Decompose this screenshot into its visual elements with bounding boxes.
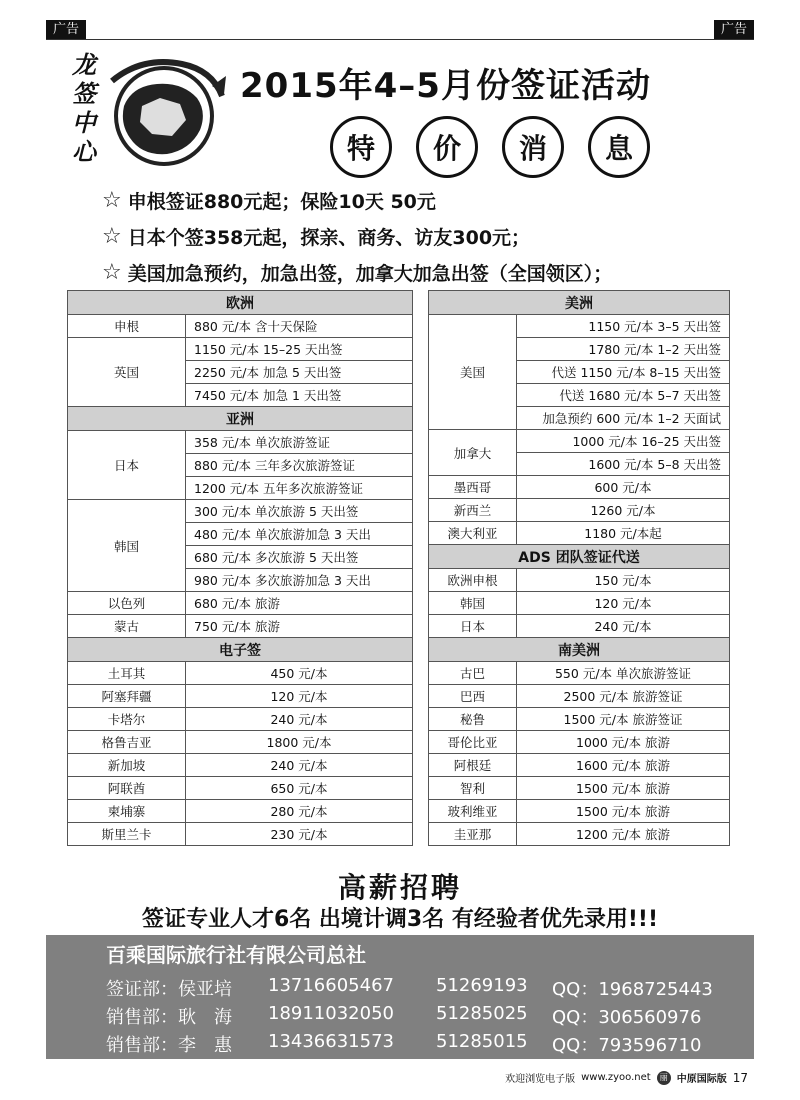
table-row: 智利 1500 元/本 旅游 (429, 777, 730, 800)
table-row: 卡塔尔 240 元/本 (68, 708, 413, 731)
table-row: 圭亚那 1200 元/本 旅游 (429, 823, 730, 846)
table-row: 新加坡 240 元/本 (68, 754, 413, 777)
table-row: 英国 1150 元/本 15–25 天出签 (68, 338, 413, 361)
price-table-right (428, 290, 730, 846)
table-row: 土耳其 450 元/本 (68, 662, 413, 685)
table-row: 韩国 300 元/本 单次旅游 5 天出签 (68, 500, 413, 523)
table-row: 巴西 2500 元/本 旅游签证 (429, 685, 730, 708)
table-row: 1780 元/本 1–2 天出签 (429, 338, 730, 361)
footer-brand: 中原国际版 (676, 1074, 727, 1085)
recruit-line: 签证专业人才6名 出境计调3名 有经验者优先录用!!! (141, 907, 659, 932)
table-row: 玻利维亚 1500 元/本 旅游 (429, 800, 730, 823)
table-row: 格鲁吉亚 1800 元/本 (68, 731, 413, 754)
section-header-americas: 美洲 (429, 291, 730, 315)
table-row: 美国 1150 元/本 3–5 天出签 (429, 315, 730, 338)
recruit-title: 高薪招聘 (337, 871, 462, 904)
ad-label-left: 广告 (46, 20, 86, 40)
table-row: 日本 240 元/本 (429, 615, 730, 638)
table-row: 韩国 120 元/本 (429, 592, 730, 615)
table-row: 日本 358 元/本 单次旅游签证 (68, 431, 413, 454)
table-row: 阿塞拜疆 120 元/本 (68, 685, 413, 708)
table-row: 以色列 680 元/本 旅游 (68, 592, 413, 615)
table-row: 1200 元/本 五年多次旅游签证 (68, 477, 413, 500)
section-header-asia: 亚洲 (68, 407, 413, 431)
agency-logo (72, 46, 232, 176)
table-row: 代送 1150 元/本 8–15 天出签 (429, 361, 730, 384)
table-row: 斯里兰卡 230 元/本 (68, 823, 413, 846)
logo-char: 心 (72, 137, 96, 166)
star-icon: ☆ (102, 259, 122, 285)
badge: 特 (330, 116, 392, 178)
promo-item: ☆ 申根签证880元起；保险10天 50元 (102, 187, 436, 213)
table-row: 秘鲁 1500 元/本 旅游签证 (429, 708, 730, 731)
badge: 息 (588, 116, 650, 178)
table-row: 1600 元/本 5–8 天出签 (429, 453, 730, 476)
table-row: 柬埔寨 280 元/本 (68, 800, 413, 823)
table-row: 哥伦比亚 1000 元/本 旅游 (429, 731, 730, 754)
promo-item: ☆ 日本个签358元起，探亲、商务、访友300元； (102, 223, 531, 249)
special-offer-badges (330, 116, 650, 178)
price-table-left (67, 290, 413, 846)
section-header-evisa: 电子签 (68, 638, 413, 662)
badge: 消 (502, 116, 564, 178)
table-row: 申根 880 元/本 含十天保险 (68, 315, 413, 338)
table-row: 加拿大 1000 元/本 16–25 天出签 (429, 430, 730, 453)
logo-char: 中 (72, 108, 96, 137)
table-row: 代送 1680 元/本 5–7 天出签 (429, 384, 730, 407)
table-row: 880 元/本 三年多次旅游签证 (68, 454, 413, 477)
promo-list (102, 182, 612, 290)
table-row: 古巴 550 元/本 单次旅游签证 (429, 662, 730, 685)
logo-char: 龙 (72, 50, 96, 79)
section-header-ads: ADS 团队签证代送 (429, 545, 730, 569)
footer-text: 欢迎浏览电子版 (505, 1074, 576, 1085)
footer-url[interactable]: www.zyoo.net (581, 1072, 651, 1083)
section-header-europe: 欧洲 (68, 291, 413, 315)
star-icon: ☆ (102, 187, 122, 213)
promo-item: ☆ 美国加急预约，加急出签，加拿大加急出签（全国领区）； (102, 259, 613, 285)
page-footer (505, 1070, 748, 1085)
star-icon: ☆ (102, 223, 122, 249)
table-row: 阿联酋 650 元/本 (68, 777, 413, 800)
badge: 价 (416, 116, 478, 178)
ad-label-right: 广告 (714, 20, 754, 40)
table-row: 480 元/本 单次旅游加急 3 天出 (68, 523, 413, 546)
table-row: 980 元/本 多次旅游加急 3 天出 (68, 569, 413, 592)
contact-panel: 百乘国际旅行社有限公司总社 签证部：侯亚培 13716605467 51269193 QQ：1968725443 销售部：耿 海 18911032050 51285025 QQ：306560976 销售部：李 惠 13436631573 51285015 QQ：793596710 (46, 935, 754, 1059)
table-row: 新西兰 1260 元/本 (429, 499, 730, 522)
page-title: 2015年4–5月份签证活动 (240, 66, 651, 106)
table-row: 蒙古 750 元/本 旅游 (68, 615, 413, 638)
logo-char: 签 (72, 79, 96, 108)
brand-logo-icon: 丽 (657, 1071, 671, 1085)
table-row: 欧洲申根 150 元/本 (429, 569, 730, 592)
page-number: 17 (732, 1070, 748, 1085)
top-divider (46, 39, 754, 40)
company-name: 百乘国际旅行社有限公司总社 (106, 943, 366, 967)
table-row: 7450 元/本 加急 1 天出签 (68, 384, 413, 407)
table-row: 阿根廷 1600 元/本 旅游 (429, 754, 730, 777)
table-row: 加急预约 600 元/本 1–2 天面试 (429, 407, 730, 430)
table-row: 680 元/本 多次旅游 5 天出签 (68, 546, 413, 569)
section-header-south-america: 南美洲 (429, 638, 730, 662)
table-row: 2250 元/本 加急 5 天出签 (68, 361, 413, 384)
table-row: 墨西哥 600 元/本 (429, 476, 730, 499)
table-row: 澳大利亚 1180 元/本起 (429, 522, 730, 545)
